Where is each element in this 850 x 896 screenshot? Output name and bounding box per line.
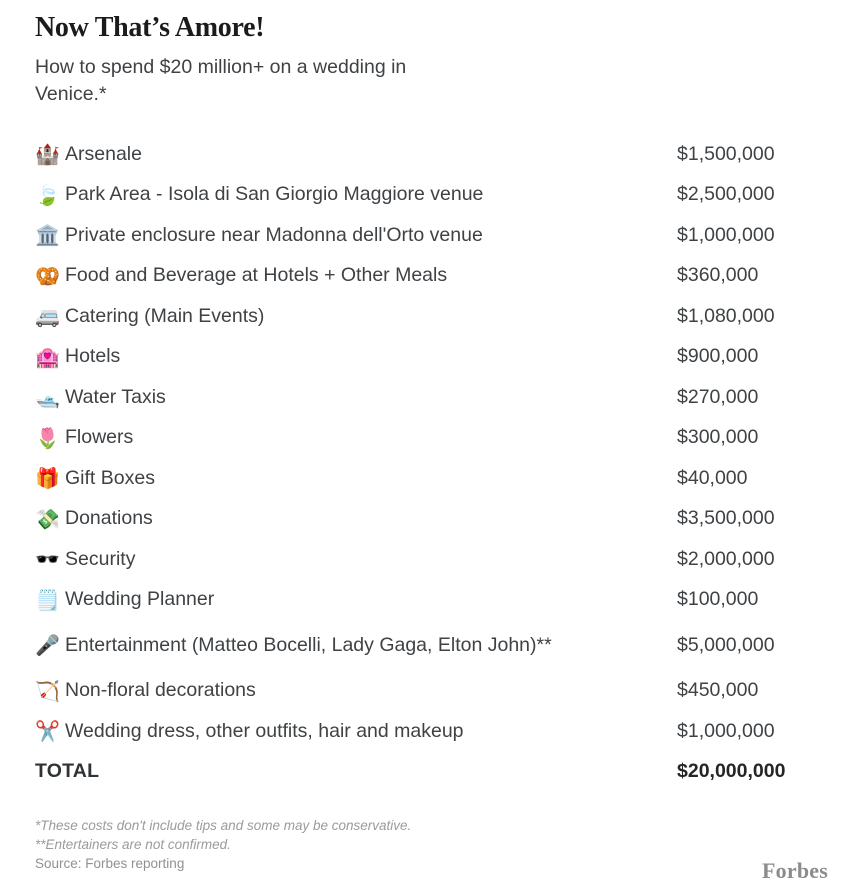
item-label: Donations <box>65 507 153 530</box>
item-amount: $1,080,000 <box>677 304 775 327</box>
source-credit: Source: Forbes reporting <box>35 855 185 871</box>
item-amount: $2,000,000 <box>677 547 775 570</box>
total-amount: $20,000,000 <box>677 760 786 782</box>
bow-and-arrow-icon: 🏹 <box>35 678 60 703</box>
page-subtitle: How to spend $20 million+ on a wedding in Venice.* <box>35 56 407 105</box>
classical-building-icon: 🏛️ <box>35 223 60 248</box>
item-label: Wedding Planner <box>65 588 215 611</box>
pretzel-icon: 🥨 <box>35 263 60 288</box>
table-row <box>35 296 805 337</box>
item-label: Entertainment (Matteo Bocelli, Lady Gaga, Elton John)** <box>65 633 552 656</box>
total-label: TOTAL <box>35 760 100 782</box>
scissors-icon: ✂️ <box>35 719 60 744</box>
item-label: Gift Boxes <box>65 466 155 489</box>
page-title: Now That’s Amore! <box>35 12 265 43</box>
table-row <box>35 337 805 378</box>
gift-icon: 🎁 <box>35 466 60 491</box>
footnote-1: *These costs don't include tips and some may be conservative. <box>35 817 412 833</box>
table-row <box>35 671 805 712</box>
item-label: Private enclosure near Madonna dell'Orto venue <box>65 223 483 246</box>
item-amount: $2,500,000 <box>677 183 775 206</box>
castle-icon: 🏰 <box>35 142 60 167</box>
table-row <box>35 418 805 459</box>
leaf-icon: 🍃 <box>35 182 60 207</box>
sunglasses-icon: 🕶️ <box>35 547 60 572</box>
item-label: Flowers <box>65 426 134 449</box>
item-label: Wedding dress, other outfits, hair and makeup <box>65 719 464 742</box>
item-label: Arsenale <box>65 142 142 165</box>
tulip-icon: 🌷 <box>35 425 60 450</box>
item-amount: $3,500,000 <box>677 507 775 530</box>
item-label: Security <box>65 547 136 570</box>
table-row <box>35 256 805 297</box>
item-label: Non-floral decorations <box>65 679 256 702</box>
hotel-icon: 🏩 <box>35 344 60 369</box>
table-row <box>35 134 805 175</box>
item-label: Food and Beverage at Hotels + Other Meals <box>65 264 448 287</box>
item-amount: $900,000 <box>677 345 759 368</box>
footnotes <box>35 816 805 873</box>
minibus-icon: 🚐 <box>35 304 60 329</box>
cost-table <box>35 134 805 792</box>
item-amount: $450,000 <box>677 679 759 702</box>
total-row <box>35 752 805 792</box>
footnote-2: **Entertainers are not confirmed. <box>35 836 231 852</box>
item-label: Park Area - Isola di San Giorgio Maggiore venue <box>65 183 484 206</box>
item-label: Hotels <box>65 345 121 368</box>
item-amount: $40,000 <box>677 466 748 489</box>
table-row <box>35 620 805 671</box>
item-label: Catering (Main Events) <box>65 304 265 327</box>
item-amount: $270,000 <box>677 385 759 408</box>
table-row <box>35 499 805 540</box>
table-row <box>35 215 805 256</box>
table-row <box>35 711 805 752</box>
money-with-wings-icon: 💸 <box>35 506 60 531</box>
item-amount: $1,000,000 <box>677 223 775 246</box>
table-row <box>35 580 805 621</box>
notepad-icon: 🗒️ <box>35 587 60 612</box>
item-label: Water Taxis <box>65 385 166 408</box>
item-amount: $1,000,000 <box>677 719 775 742</box>
microphone-icon: 🎤 <box>35 632 60 657</box>
table-row <box>35 458 805 499</box>
item-amount: $300,000 <box>677 426 759 449</box>
item-amount: $360,000 <box>677 264 759 287</box>
table-row <box>35 539 805 580</box>
table-row <box>35 175 805 216</box>
motorboat-icon: 🛥️ <box>35 385 60 410</box>
table-row <box>35 377 805 418</box>
forbes-logo: Forbes <box>762 858 828 883</box>
item-amount: $5,000,000 <box>677 633 775 656</box>
item-amount: $1,500,000 <box>677 142 775 165</box>
item-amount: $100,000 <box>677 588 759 611</box>
